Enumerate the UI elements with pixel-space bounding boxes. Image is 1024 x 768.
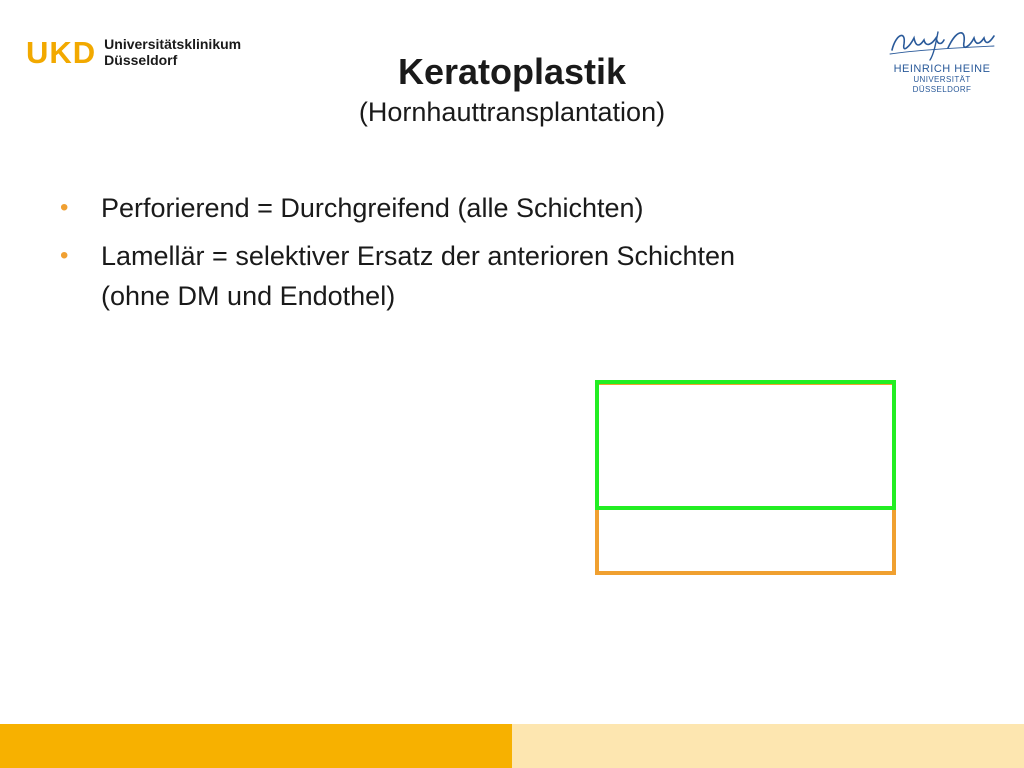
footer-bar-right [512,724,1024,768]
hhu-logo-name: HEINRICH HEINE [893,63,991,75]
slide-title-block [0,50,1024,130]
bullet-text: Perforierend = Durchgreifend (alle Schichten) [101,193,644,223]
cornea-layer-diagram [594,379,898,577]
footer-bar [0,724,1024,768]
bullet-text-continued: (ohne DM und Endothel) [101,281,396,311]
slide-title: Keratoplastik [397,51,627,92]
bullet-marker: • [60,242,69,269]
bullet-list [60,188,860,324]
ukd-logo-line2: Düsseldorf [104,52,178,68]
bullet-text: Lamellär = selektiver Ersatz der anterioren Schichten [101,241,736,271]
bullet-marker: • [60,194,69,221]
bullet-item [60,188,860,228]
slide-subtitle: (Hornhauttransplantation) [358,97,666,127]
ukd-logo-mark: UKD [26,34,97,70]
anterior-layers-rect [597,382,894,508]
hhu-logo-university: UNIVERSITÄT DÜSSELDORF [912,75,972,94]
cornea-full-thickness-rect [597,383,894,573]
ukd-logo-line1: Universitätsklinikum [104,36,242,52]
bullet-item [60,236,860,316]
footer-bar-left [0,724,512,768]
